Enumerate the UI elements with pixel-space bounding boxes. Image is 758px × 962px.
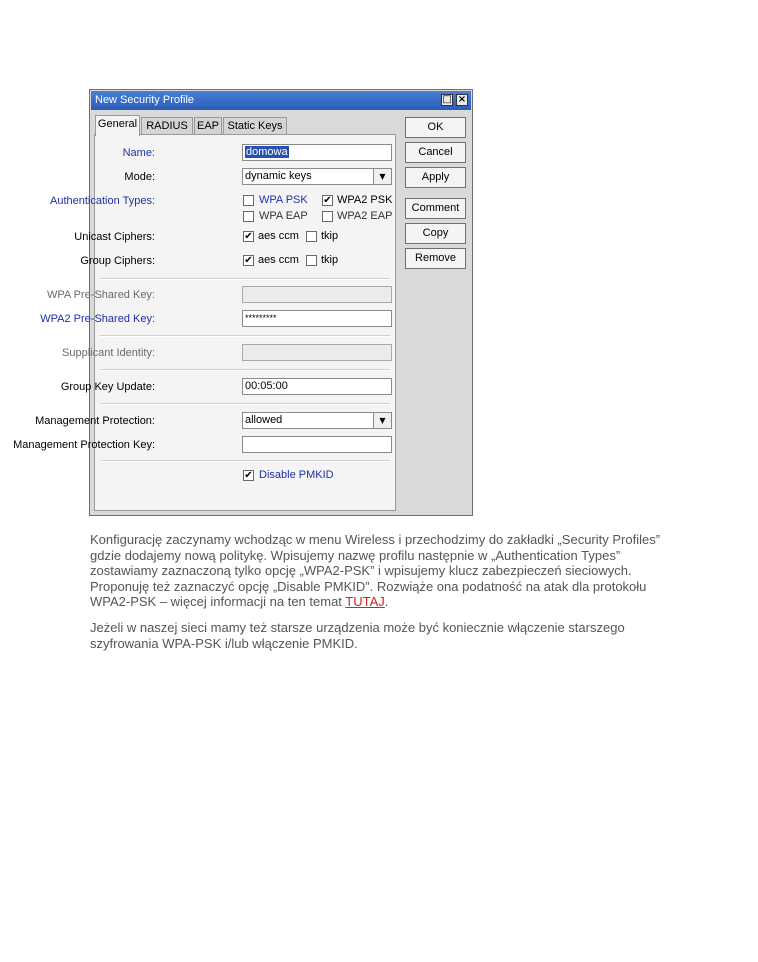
disable-pmkid-label: Disable PMKID <box>259 469 334 481</box>
supplicant-identity-label: Supplicant Identity: <box>62 347 155 359</box>
tab-eap[interactable]: EAP <box>194 117 222 135</box>
window-titlebar[interactable] <box>91 91 471 110</box>
mode-label: Mode: <box>124 171 155 183</box>
management-protection-key-label: Management Protection Key: <box>13 439 155 451</box>
divider <box>100 403 390 405</box>
wpa-eap-label: WPA EAP <box>259 210 308 222</box>
comment-button[interactable]: Comment <box>405 198 466 219</box>
dropdown-arrow-icon[interactable]: ▼ <box>373 169 391 184</box>
management-protection-select[interactable] <box>242 412 392 429</box>
tutaj-link[interactable]: TUTAJ <box>345 594 385 609</box>
divider <box>100 278 390 280</box>
checkmark-icon: ✔ <box>323 195 332 206</box>
group-key-update-input[interactable]: 00:05:00 <box>242 378 392 395</box>
unicast-aes-ccm-checkbox[interactable] <box>243 231 254 242</box>
maximize-icon[interactable]: □ <box>442 94 452 105</box>
unicast-ciphers-label: Unicast Ciphers: <box>74 231 155 243</box>
close-icon[interactable]: × <box>457 94 467 105</box>
supplicant-identity-input[interactable] <box>242 344 392 361</box>
apply-button[interactable]: Apply <box>405 167 466 188</box>
tab-static-keys[interactable]: Static Keys <box>223 117 287 135</box>
unicast-aes-ccm-label: aes ccm <box>258 230 299 242</box>
wpa2-psk-label: WPA2 PSK <box>337 194 393 206</box>
security-profile-window <box>13 89 473 516</box>
tab-radius[interactable]: RADIUS <box>141 117 193 135</box>
ok-button[interactable]: OK <box>405 117 466 138</box>
window-title: New Security Profile <box>95 94 195 106</box>
mode-value: dynamic keys <box>245 170 312 182</box>
wpa-psk-checkbox[interactable] <box>243 195 254 206</box>
name-input[interactable] <box>242 144 392 161</box>
group-tkip-label: tkip <box>321 254 339 266</box>
remove-button[interactable]: Remove <box>405 248 466 269</box>
copy-button[interactable]: Copy <box>405 223 466 244</box>
name-value: domowa <box>246 146 288 158</box>
cancel-button[interactable]: Cancel <box>405 142 466 163</box>
group-aes-ccm-checkbox[interactable] <box>243 255 254 266</box>
divider <box>100 369 390 371</box>
wpa2-psk-checkbox[interactable] <box>322 195 333 206</box>
group-ciphers-label: Group Ciphers: <box>80 255 155 267</box>
wpa-psk-key-label: WPA Pre-Shared Key: <box>46 289 155 301</box>
wpa2-eap-label: WPA2 EAP <box>337 210 393 222</box>
management-protection-label: Management Protection: <box>35 415 155 427</box>
wpa-psk-key-input[interactable] <box>242 286 392 303</box>
article-paragraph-2: Jeżeli w naszej sieci mamy też starsze urządzenia może być koniecznie włączenie starszego szyfrowania WPA-PSK i/lub włączenie PMKID. <box>90 620 625 651</box>
group-aes-ccm-label: aes ccm <box>258 254 299 266</box>
unicast-tkip-label: tkip <box>321 230 339 242</box>
article-paragraph-1 <box>90 532 670 610</box>
divider <box>100 335 390 337</box>
wpa2-psk-key-input[interactable]: ********* <box>242 310 392 327</box>
name-label: Name: <box>122 147 155 159</box>
checkmark-icon: ✔ <box>244 255 253 266</box>
authentication-types-label: Authentication Types: <box>50 195 155 207</box>
group-tkip-checkbox[interactable] <box>306 255 317 266</box>
wpa-psk-label: WPA PSK <box>259 194 308 206</box>
divider <box>100 460 390 462</box>
management-protection-key-input[interactable] <box>242 436 392 453</box>
wpa-eap-checkbox[interactable] <box>243 211 254 222</box>
management-protection-value: allowed <box>245 414 283 426</box>
wpa2-eap-checkbox[interactable] <box>322 211 333 222</box>
checkmark-icon: ✔ <box>244 470 253 481</box>
tab-general[interactable]: General <box>95 115 140 136</box>
checkmark-icon: ✔ <box>244 231 253 242</box>
dropdown-arrow-icon[interactable]: ▼ <box>373 413 391 428</box>
wpa2-psk-key-label: WPA2 Pre-Shared Key: <box>40 313 155 325</box>
disable-pmkid-checkbox[interactable] <box>243 470 254 481</box>
group-key-update-label: Group Key Update: <box>60 381 155 393</box>
general-panel <box>13 134 396 511</box>
article-paragraph-1-text: Konfigurację zaczynamy wchodząc w menu Wireless i przechodzimy do zakładki „Security Profiles” gdzie dodajemy nową politykę. Wpisujemy nazwę profilu następnie w „Authentication Types” zostawiamy zaznaczoną tylko opcję „WPA2-PSK” i wpisujemy klucz zabezpieczeń sieciowych. Proponuję też zaznaczyć opcję „Disable PMKID”. Rozwiąże ona podatność na atak dla protokołu WPA2-PSK – więcej informacji na ten temat <box>90 532 661 609</box>
article-paragraph-1-end: . <box>384 594 389 609</box>
unicast-tkip-checkbox[interactable] <box>306 231 317 242</box>
mode-select[interactable] <box>242 168 392 185</box>
